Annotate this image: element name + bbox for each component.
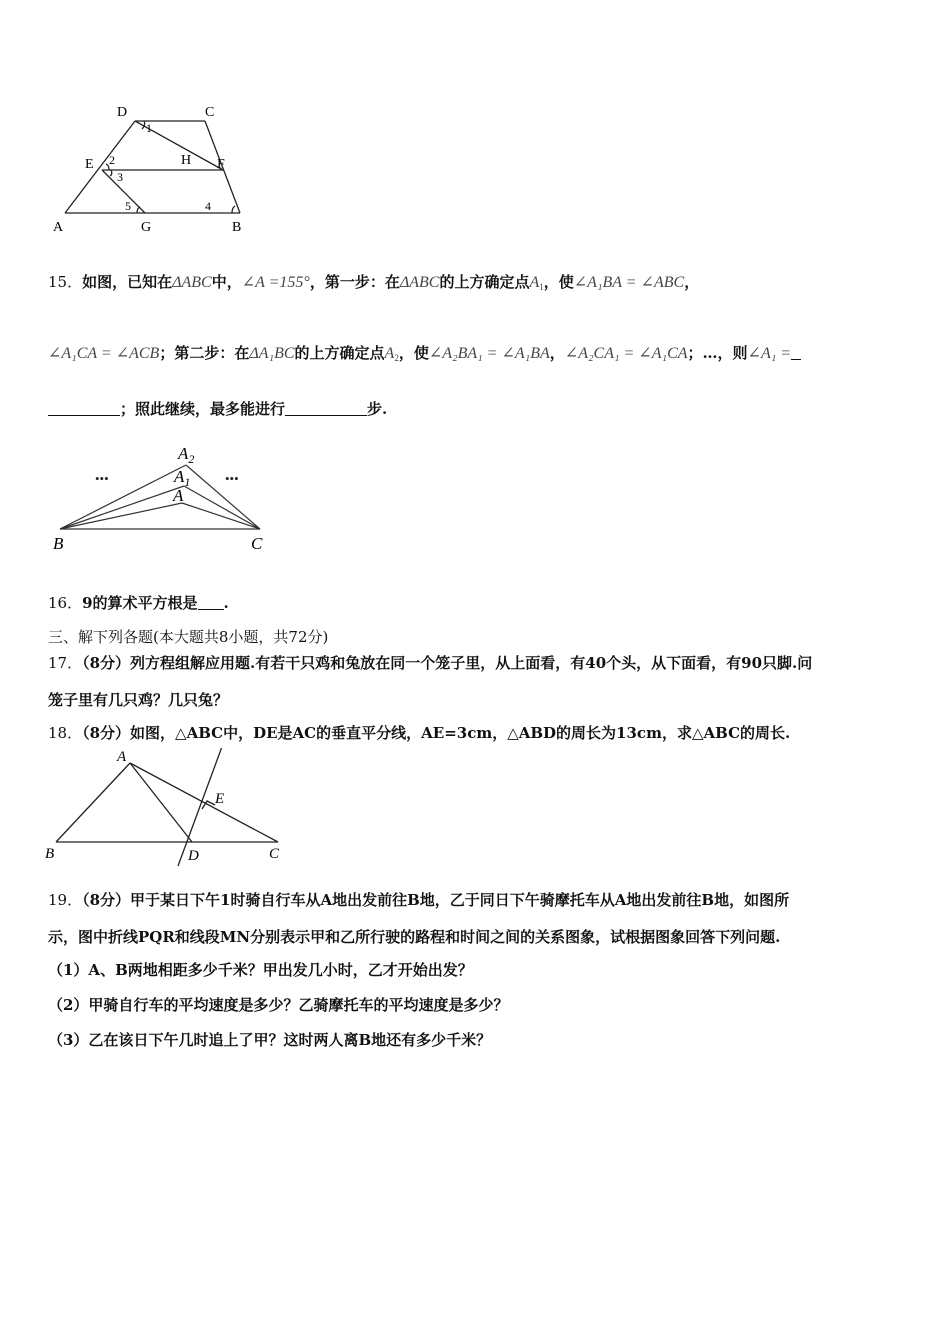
bisector-figure xyxy=(40,748,290,868)
q18-number: 18． xyxy=(48,724,83,742)
label-D: D xyxy=(188,848,199,864)
label-C: C xyxy=(269,846,280,862)
q17-line-2: 笼子里有几只鸡？几只兔？ xyxy=(48,691,229,709)
q19-line-1: 19．（8分）甲于某日下午1时骑自行车从A地出发前往B地，乙于同日下午骑摩托车从A地出发前往B地，如图所 xyxy=(48,891,790,909)
label-E: E xyxy=(215,791,225,807)
label-G: G xyxy=(141,220,152,235)
label-A: A xyxy=(53,220,64,235)
label-A1: $A_1$ xyxy=(174,467,191,489)
label-A: A xyxy=(117,749,127,765)
q17-number: 17． xyxy=(48,654,83,672)
angle-5: 5 xyxy=(125,199,131,213)
q19-sub-2: （2）甲骑自行车的平均速度是多少？乙骑摩托车的平均速度是多少？ xyxy=(48,996,509,1014)
q19-number: 19． xyxy=(48,891,83,909)
q19-line-2: 示，图中折线PQR和线段MN分别表示甲和乙所行驶的路程和时间之间的关系图象，试根据图象回答下列问题. xyxy=(48,928,781,946)
label-D: D xyxy=(117,105,128,120)
label-H: H xyxy=(181,153,192,168)
label-B: B xyxy=(53,534,64,553)
angle-2: 2 xyxy=(109,153,115,167)
q15-line-3: ；照此继续，最多能进行 步. xyxy=(48,398,387,419)
label-C: C xyxy=(205,105,215,120)
q15-line-2: ∠A₁CA = ∠ACB；第二步：在ΔA₁BC的上方确定点$A_2$，使∠A₂BA₁ = ∠A₁BA，∠A₂CA₁ = ∠A₁CA；…，则∠A₁ = xyxy=(48,342,801,363)
angle-1: 1 xyxy=(146,121,152,135)
q16-line: 16．9的算术平方根是 . xyxy=(48,594,229,612)
q15-line-1: 15．如图，已知在ΔABC中，∠A =155°，第一步：在ΔABC的上方确定点$A_1$，使∠A₁BA = ∠ABC， xyxy=(48,273,700,292)
q19-sub-1: （1）A、B两地相距多少千米？甲出发几小时，乙才开始出发？ xyxy=(48,961,473,979)
label-A: A xyxy=(173,486,184,505)
label-C: C xyxy=(251,534,263,553)
label-B: B xyxy=(232,220,242,235)
q15-answer-blank-1b[interactable] xyxy=(48,401,120,416)
q15-math-angle: ∠A =155° xyxy=(241,274,310,291)
nested-triangles-figure xyxy=(45,437,280,557)
dots-right: ••• xyxy=(225,471,239,486)
q16-number: 16． xyxy=(48,594,83,612)
label-E: E xyxy=(85,157,94,172)
q15-answer-blank-1a[interactable] xyxy=(791,345,801,360)
label-A2: $A_2$ xyxy=(178,444,195,466)
trapezoid-figure xyxy=(45,98,260,238)
q15-point-A2: $A_2$ xyxy=(384,345,399,363)
q15-math-triangle: ΔABC xyxy=(172,274,212,291)
section-3-title: 三、解下列各题(本大题共8小题，共72分) xyxy=(48,628,329,646)
label-B: B xyxy=(45,846,55,862)
label-F: F xyxy=(217,157,225,172)
angle-4: 4 xyxy=(205,199,211,213)
q18-line: 18．（8分）如图，△ABC中，DE是AC的垂直平分线，AE=3cm，△ABD的周长为13cm，求△ABC的周长. xyxy=(48,724,791,742)
dots-left: ••• xyxy=(95,471,109,486)
q17-line-1: 17．（8分）列方程组解应用题.有若干只鸡和兔放在同一个笼子里，从上面看，有40个头，从下面看，有90只脚.问 xyxy=(48,654,813,672)
q16-answer-blank[interactable] xyxy=(198,595,224,610)
q15-point-A1: $A_1$ xyxy=(529,274,544,292)
q19-sub-3: （3）乙在该日下午几时追上了甲？这时两人离B地还有多少千米？ xyxy=(48,1031,492,1049)
q15-number: 15． xyxy=(48,273,83,291)
q15-answer-blank-2[interactable] xyxy=(285,401,367,416)
angle-3: 3 xyxy=(117,170,123,184)
